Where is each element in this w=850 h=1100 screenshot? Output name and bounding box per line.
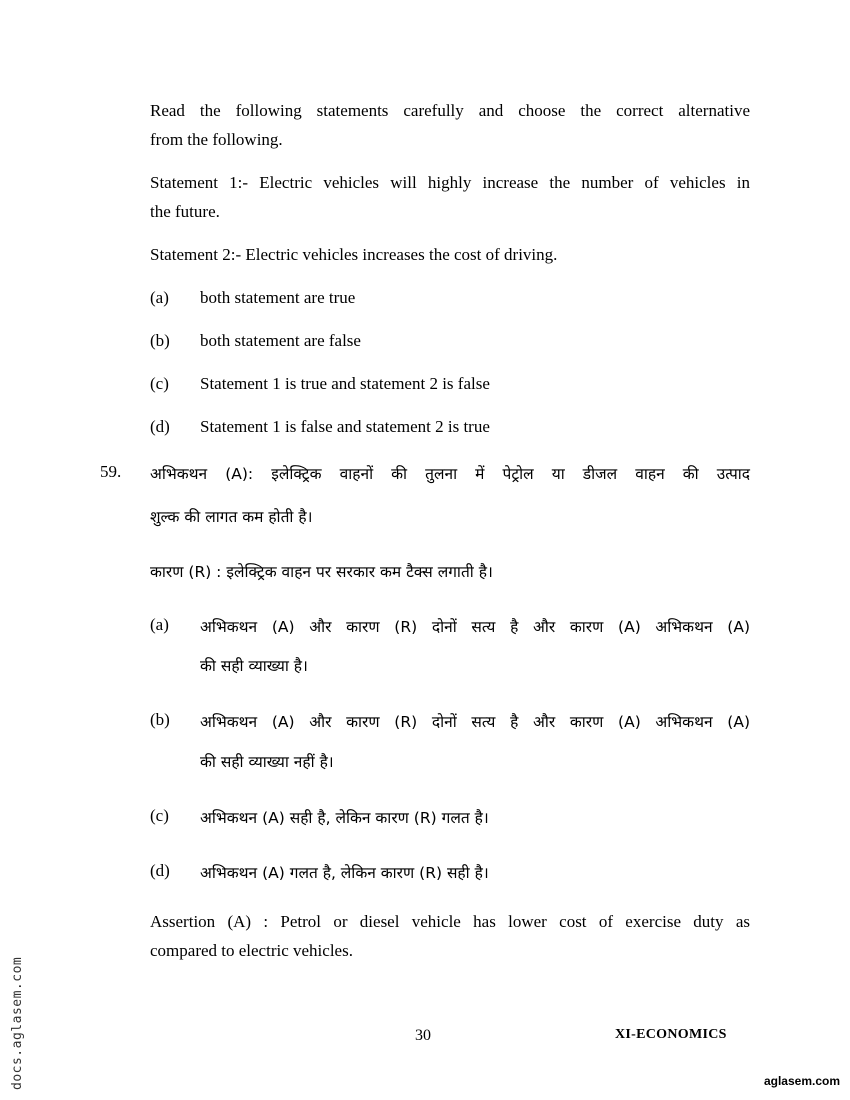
statement-1-line-2: the future.: [150, 202, 220, 221]
assertion-hindi-line-2: शुल्क की लागत कम होती है।: [150, 508, 313, 526]
option-letter: (c): [150, 806, 169, 825]
statement-2: Statement 2:- Electric vehicles increases the cost of driving.: [150, 245, 558, 264]
assertion-english-line-1: Assertion (A) : Petrol or diesel vehicle has lower cost of exercise duty as: [150, 912, 750, 931]
option-letter: (a): [150, 615, 169, 634]
option-text: अभिकथन (A) गलत है, लेकिन कारण (R) सही है।: [200, 864, 489, 882]
side-watermark: docs.aglasem.com: [10, 956, 25, 1090]
intro-line-2: from the following.: [150, 130, 283, 149]
statement-1-line-1: Statement 1:- Electric vehicles will highly increase the number of vehicles in: [150, 173, 750, 192]
reason-hindi: कारण (R) : इलेक्ट्रिक वाहन पर सरकार कम टैक्स लगाती है।: [150, 563, 493, 581]
option-text-line-1: अभिकथन (A) और कारण (R) दोनों सत्य है और कारण (A) अभिकथन (A): [200, 618, 750, 636]
option-text: both statement are false: [200, 331, 361, 350]
option-text-line-2: की सही व्याख्या नहीं है।: [200, 753, 334, 771]
question-number: 59.: [100, 462, 122, 481]
page-number: 30: [415, 1027, 431, 1044]
option-text: Statement 1 is true and statement 2 is false: [200, 374, 490, 393]
corner-watermark: aglasem.com: [763, 1074, 840, 1088]
assertion-english-line-2: compared to electric vehicles.: [150, 941, 353, 960]
assertion-hindi-line-1: अभिकथन (A): इलेक्ट्रिक वाहनों की तुलना में पेट्रोल या डीजल वाहन की उत्पाद: [150, 465, 750, 483]
option-letter: (b): [150, 710, 170, 729]
option-letter: (a): [150, 288, 169, 307]
option-letter: (d): [150, 861, 170, 880]
option-letter: (d): [150, 417, 170, 436]
subject-label: XI-ECONOMICS: [615, 1027, 727, 1042]
option-text: Statement 1 is false and statement 2 is true: [200, 417, 490, 436]
option-text: अभिकथन (A) सही है, लेकिन कारण (R) गलत है।: [200, 809, 489, 827]
option-text-line-2: की सही व्याख्या है।: [200, 657, 308, 675]
intro-line-1: Read the following statements carefully and choose the correct alternative: [150, 101, 750, 120]
option-text-line-1: अभिकथन (A) और कारण (R) दोनों सत्य है और कारण (A) अभिकथन (A): [200, 713, 750, 731]
option-text: both statement are true: [200, 288, 356, 307]
option-letter: (c): [150, 374, 169, 393]
option-letter: (b): [150, 331, 170, 350]
